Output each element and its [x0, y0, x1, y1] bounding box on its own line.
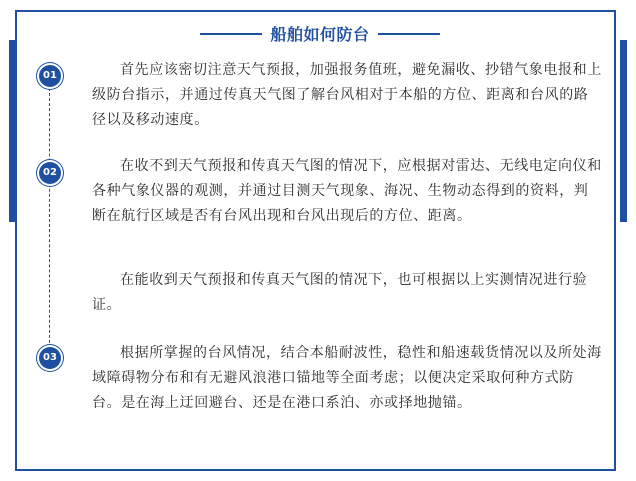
step-badge-03: 03: [39, 347, 61, 369]
right-accent-bar: [620, 40, 627, 222]
step-03-paragraph: 根据所掌握的台风情况，结合本船耐波性，稳性和船速载货情况以及所处海域障碍物分布和有无避风浪港口锚地等全面考虑；以便决定采取何种方式防台。是在海上迂回避台、还是在港口系泊、亦或择地抛锚。: [92, 345, 602, 411]
timeline-dashed-line: [49, 88, 50, 353]
page-title: 船舶如何防台: [270, 25, 370, 44]
step-01-paragraph: 首先应该密切注意天气预报，加强报务值班，避免漏收、抄错气象电报和上级防台指示，并通过传真天气图了解台风相对于本船的方位、距离和台风的路径以及移动速度。: [92, 62, 602, 128]
step-02-paragraph-1: 在收不到天气预报和传真天气图的情况下，应根据对雷达、无线电定向仪和各种气象仪器的观测，并通过目测天气现象、海况、生物动态得到的资料，判断在航行区域是否有台风出现和台风出现后的方位、距离。: [92, 158, 602, 224]
header: [0, 22, 636, 46]
step-02-paragraph-2: 在能收到天气预报和传真天气图的情况下，也可根据以上实测情况进行验证。: [92, 272, 588, 313]
step-badge-02: 02: [39, 162, 61, 184]
title-line-right: [378, 33, 440, 35]
title-line-left: [200, 33, 262, 35]
step-badge-01: 01: [39, 65, 61, 87]
